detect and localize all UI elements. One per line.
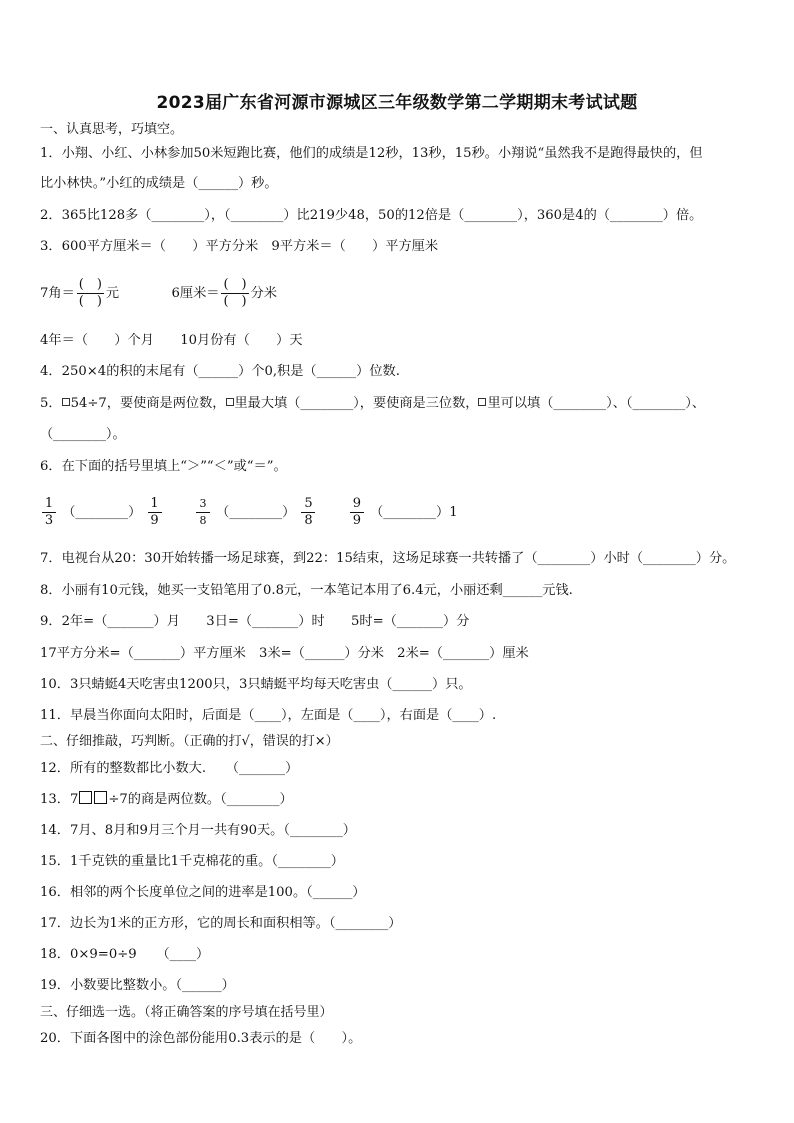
q13-text-pre: 13．7 (40, 792, 79, 807)
question-3-line-2 (40, 274, 764, 314)
q6-fraction-2 (148, 496, 162, 529)
question-9-line-1: 9．2年=（_______）月 3日=（_______）时 5时=（_______）分 (40, 614, 470, 629)
question-3-line-3: 4年＝（ ）个月 10月份有（ ）天 (40, 333, 303, 348)
q5-number: 5． (40, 396, 62, 411)
q6-f5-den: 9 (352, 513, 362, 528)
question-19: 19．小数要比整数小。（______） (40, 978, 235, 993)
q6-blank-2: （________） (216, 505, 296, 520)
digit-box-icon (94, 791, 107, 804)
q3-jiao-label: 7角＝ (40, 286, 75, 301)
section-3-heading: 三、仔细选一选。（将正确答案的序号填在括号里） (40, 1005, 333, 1020)
question-16: 16．相邻的两个长度单位之间的进率是100。（______） (40, 885, 366, 900)
q13-text-post: ÷7的商是两位数。（________） (108, 792, 293, 807)
question-11: 11．早晨当你面向太阳时，后面是（____），左面是（____），右面是（____）. (40, 708, 497, 723)
q6-f2-den: 9 (150, 513, 159, 528)
q3-unit-yuan: 元 (105, 286, 120, 301)
q6-f2-num: 1 (150, 496, 159, 511)
question-5-line-2: （________）。 (40, 427, 126, 442)
box-placeholder-icon (62, 398, 70, 406)
q6-f4-num: 5 (304, 496, 313, 511)
digit-box-icon (79, 791, 92, 804)
q3-unit-dm: 分米 (250, 286, 277, 301)
q6-fraction-1 (42, 496, 56, 529)
question-2: 2．365比128多（________），（________）比219少48，50的12倍是（________），360是4的（________）倍。 (40, 208, 703, 223)
question-9-line-2: 17平方分米=（_______）平方厘米 3米=（______）分米 2米=（_______）厘米 (40, 646, 529, 661)
question-1-line-2: 比小林快。”小红的成绩是（______）秒。 (40, 176, 278, 191)
question-3-line-1: 3．600平方厘米＝（ ）平方分米 9平方米＝（ ）平方厘米 (40, 239, 439, 254)
q6-fraction-3 (196, 496, 210, 529)
q5-text-3: 里可以填（________）、（________）、 (487, 396, 706, 411)
question-20: 20．下面各图中的涂色部份能用0.3表示的是（ ）。 (40, 1031, 362, 1046)
question-6-fractions-row (40, 494, 764, 532)
question-5-line-1 (40, 395, 764, 413)
q6-fraction-5 (350, 496, 364, 529)
question-15: 15．1千克铁的重量比1千克棉花的重。（________） (40, 854, 344, 869)
q6-f1-den: 3 (44, 513, 54, 528)
question-12: 12．所有的整数都比小数大. （_______） (40, 761, 299, 776)
box-placeholder-icon (226, 398, 234, 406)
q3-fraction-1-den: ( ) (78, 294, 102, 309)
q5-text-1: 54÷7，要使商是两位数， (70, 396, 226, 411)
q3-fraction-2-den: ( ) (223, 294, 247, 309)
q6-f3-num: 3 (199, 497, 207, 510)
question-17: 17．边长为1米的正方形，它的周长和面积相等。（________） (40, 916, 402, 931)
q3-fraction-1 (77, 277, 104, 310)
question-14: 14．7月、8月和9月三个月一共有90天。（________） (40, 823, 356, 838)
question-18: 18．0×9=0÷9 （____） (40, 947, 210, 962)
q6-f1-num: 1 (44, 496, 54, 511)
question-7: 7．电视台从20：30开始转播一场足球赛，到22：15结束，这场足球赛一共转播了（________）小时（________）分。 (40, 551, 736, 566)
q6-blank-3: （________）1 (370, 505, 458, 520)
q5-text-2: 里最大填（________），要使商是三位数， (234, 396, 479, 411)
q6-f4-den: 8 (304, 513, 313, 528)
page-title: 2023届广东省河源市源城区三年级数学第二学期期末考试试题 (156, 93, 638, 113)
q3-fraction-2-num: ( ) (223, 277, 247, 292)
question-13 (40, 791, 764, 809)
question-1-line-1: 1．小翔、小红、小林参加50米短跑比赛，他们的成绩是12秒，13秒，15秒。小翔说“虽然我不是跑得最快的，但 (40, 146, 703, 161)
box-placeholder-icon (478, 398, 486, 406)
q6-f5-num: 9 (352, 496, 362, 511)
section-2-heading: 二、仔细推敲，巧判断。（正确的打√，错误的打×） (40, 734, 339, 749)
q6-fraction-4 (301, 496, 315, 529)
question-6: 6．在下面的括号里填上“＞”“＜”或“＝”。 (40, 459, 287, 474)
section-1-heading: 一、认真思考，巧填空。 (40, 122, 184, 137)
question-10: 10．3只蜻蜓4天吃害虫1200只，3只蜻蜓平均每天吃害虫（______）只。 (40, 677, 472, 692)
q3-fraction-2 (221, 277, 248, 310)
q3-cm-label: 6厘米＝ (171, 286, 220, 301)
question-4: 4．250×4的积的末尾有（______）个0,积是（______）位数. (40, 364, 400, 379)
question-8: 8．小丽有10元钱，她买一支铅笔用了0.8元，一本笔记本用了6.4元，小丽还剩______元钱. (40, 583, 573, 598)
q6-blank-1: （________） (62, 505, 142, 520)
q3-fraction-1-num: ( ) (78, 277, 102, 292)
q6-f3-den: 8 (199, 514, 207, 527)
